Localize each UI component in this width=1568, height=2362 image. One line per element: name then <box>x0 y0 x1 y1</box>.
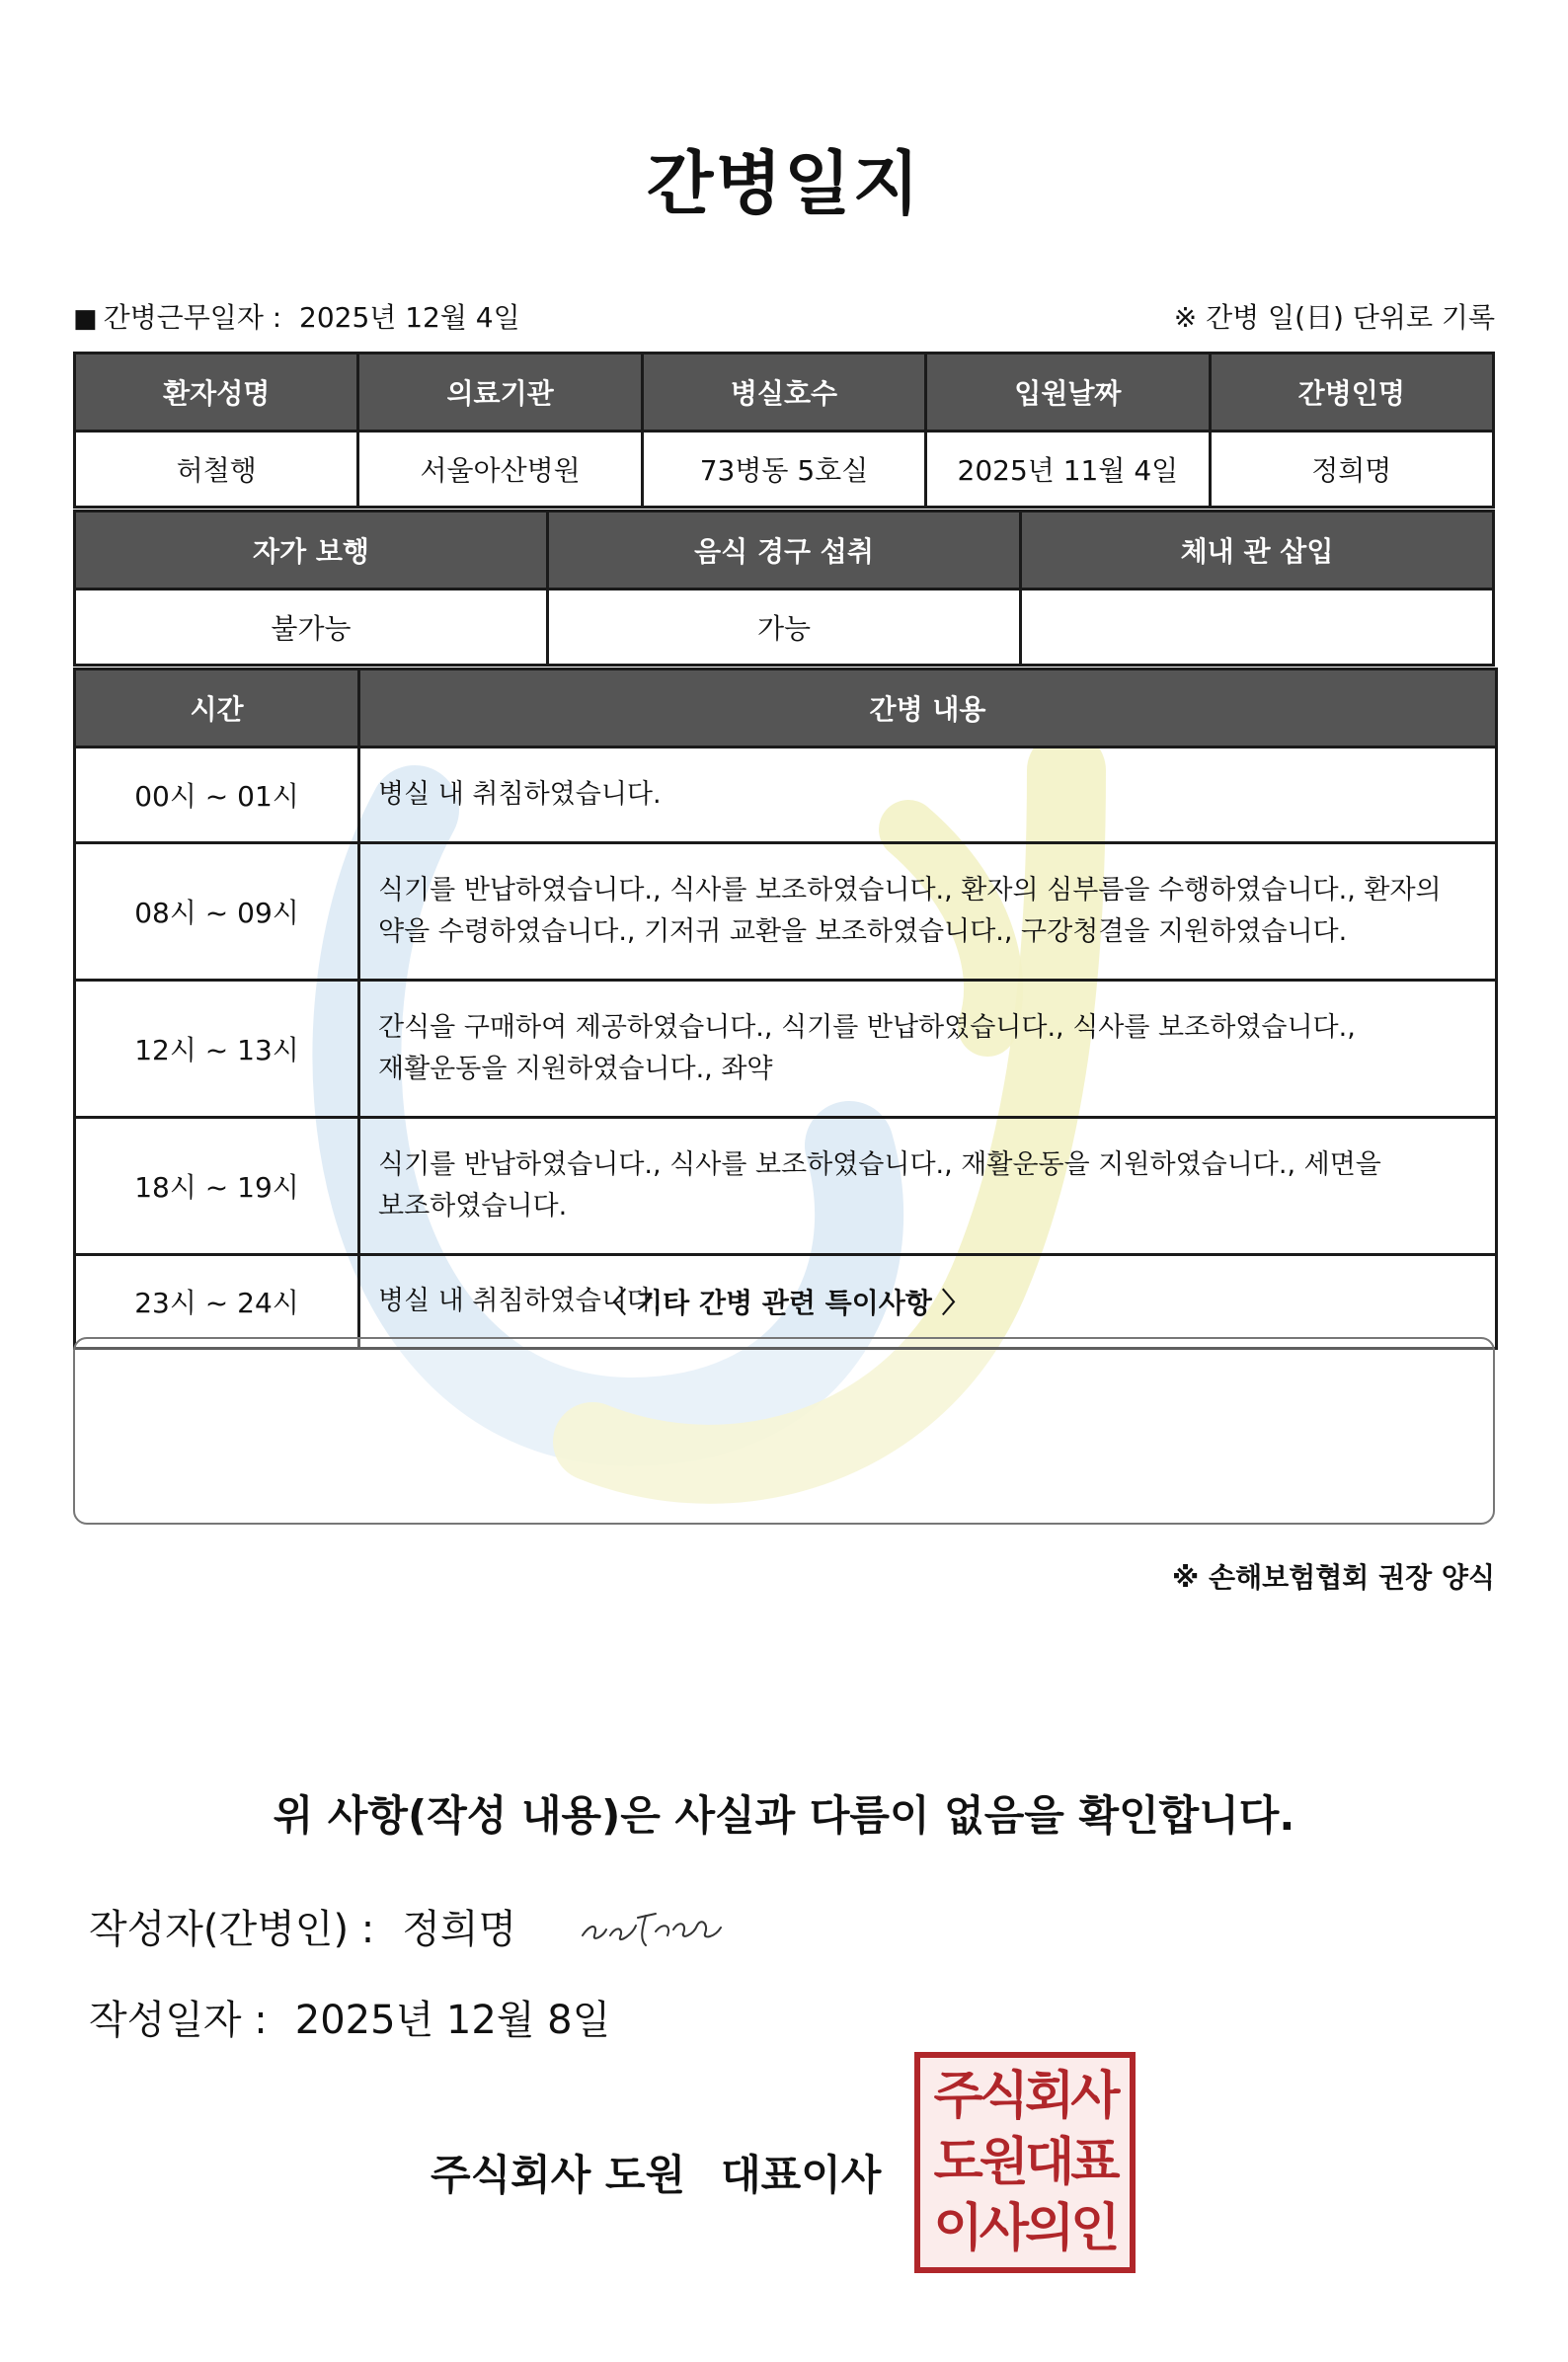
table-row <box>75 590 1494 666</box>
log-time: 23시 ~ 24시 <box>75 1255 359 1349</box>
header-room: 병실호수 <box>642 354 925 432</box>
table-header-row <box>75 512 1494 590</box>
caregiver-name: 정희명 <box>1210 432 1493 508</box>
patient-status-table <box>73 510 1495 667</box>
log-content: 식기를 반납하였습니다., 식사를 보조하였습니다., 재활운동을 지원하였습니다., 세면을 보조하였습니다. <box>359 1118 1497 1255</box>
table-row <box>75 748 1497 843</box>
writer-line <box>89 1898 516 1954</box>
written-date-label: 작성일자 : <box>89 1998 268 2043</box>
care-log-table <box>73 668 1498 1350</box>
log-time: 00시 ~ 01시 <box>75 748 359 843</box>
seal-text-line: 도원대표 <box>933 2132 1117 2192</box>
company-signature-line <box>431 2143 881 2202</box>
recommended-form-note: ※ 손해보험협회 권장 양식 <box>1172 1561 1495 1594</box>
work-date <box>73 296 520 336</box>
seal-text-line: 이사의인 <box>933 2198 1117 2258</box>
header-caregiver-name: 간병인명 <box>1210 354 1493 432</box>
log-content: 병실 내 취침하였습니다. <box>359 1255 1497 1349</box>
room-number: 73병동 5호실 <box>642 432 925 508</box>
admission-date: 2025년 11월 4일 <box>926 432 1210 508</box>
written-date-value: 2025년 12월 8일 <box>294 1998 611 2043</box>
table-row <box>75 1118 1497 1255</box>
header-hospital: 의료기관 <box>358 354 642 432</box>
header-oral-intake: 음식 경구 섭취 <box>548 512 1021 590</box>
header-admission-date: 입원날짜 <box>926 354 1210 432</box>
log-time: 08시 ~ 09시 <box>75 843 359 981</box>
header-time: 시간 <box>75 669 359 748</box>
confirmation-statement: 위 사항(작성 내용)은 사실과 다름이 없음을 확인합니다. <box>273 1791 1295 1840</box>
header-care-content: 간병 내용 <box>359 669 1497 748</box>
log-content: 식기를 반납하였습니다., 식사를 보조하였습니다., 환자의 심부름을 수행하였습니다., 환자의 약을 수령하였습니다., 기저귀 교환을 보조하였습니다., 구강청결을 지원하였습니다. <box>359 843 1497 981</box>
oral-intake-value: 가능 <box>548 590 1021 666</box>
work-date-label: 간병근무일자 : <box>103 301 282 334</box>
log-content: 간식을 구매하여 제공하였습니다., 식기를 반납하였습니다., 식사를 보조하였습니다., 재활운동을 지원하였습니다., 좌약 <box>359 981 1497 1118</box>
header-patient-name: 환자성명 <box>75 354 358 432</box>
company-seal-stamp <box>914 2052 1136 2273</box>
log-time: 12시 ~ 13시 <box>75 981 359 1118</box>
log-time: 18시 ~ 19시 <box>75 1118 359 1255</box>
writer-name: 정희명 <box>402 1907 517 1952</box>
daily-record-note: ※ 간병 일(日) 단위로 기록 <box>1173 301 1495 334</box>
square-bullet-icon: ■ <box>73 304 98 334</box>
writer-label: 작성자(간병인) : <box>89 1907 375 1952</box>
table-header-row <box>75 669 1497 748</box>
company-name: 주식회사 도원 <box>431 2151 686 2199</box>
header-tube-insertion: 체내 관 삽입 <box>1021 512 1494 590</box>
table-header-row <box>75 354 1494 432</box>
header-self-walking: 자가 보행 <box>75 512 548 590</box>
table-row <box>75 843 1497 981</box>
seal-text-line: 주식회사 <box>933 2067 1117 2127</box>
handwritten-signature <box>577 1896 745 1955</box>
table-row <box>75 432 1494 508</box>
special-notes-box <box>73 1337 1495 1525</box>
written-date-line <box>89 1989 610 2045</box>
log-content: 병실 내 취침하였습니다. <box>359 748 1497 843</box>
table-row <box>75 981 1497 1118</box>
hospital-name: 서울아산병원 <box>358 432 642 508</box>
tube-insertion-value <box>1021 590 1494 666</box>
patient-info-table <box>73 352 1495 509</box>
self-walking-value: 불가능 <box>75 590 548 666</box>
work-date-value: 2025년 12월 4일 <box>299 301 520 334</box>
document-title: 간병일지 <box>646 143 922 224</box>
patient-name: 허철행 <box>75 432 358 508</box>
representative-title: 대표이사 <box>721 2151 882 2199</box>
special-notes-title: 〈 기타 간병 관련 특이사항 〉 <box>598 1287 970 1319</box>
